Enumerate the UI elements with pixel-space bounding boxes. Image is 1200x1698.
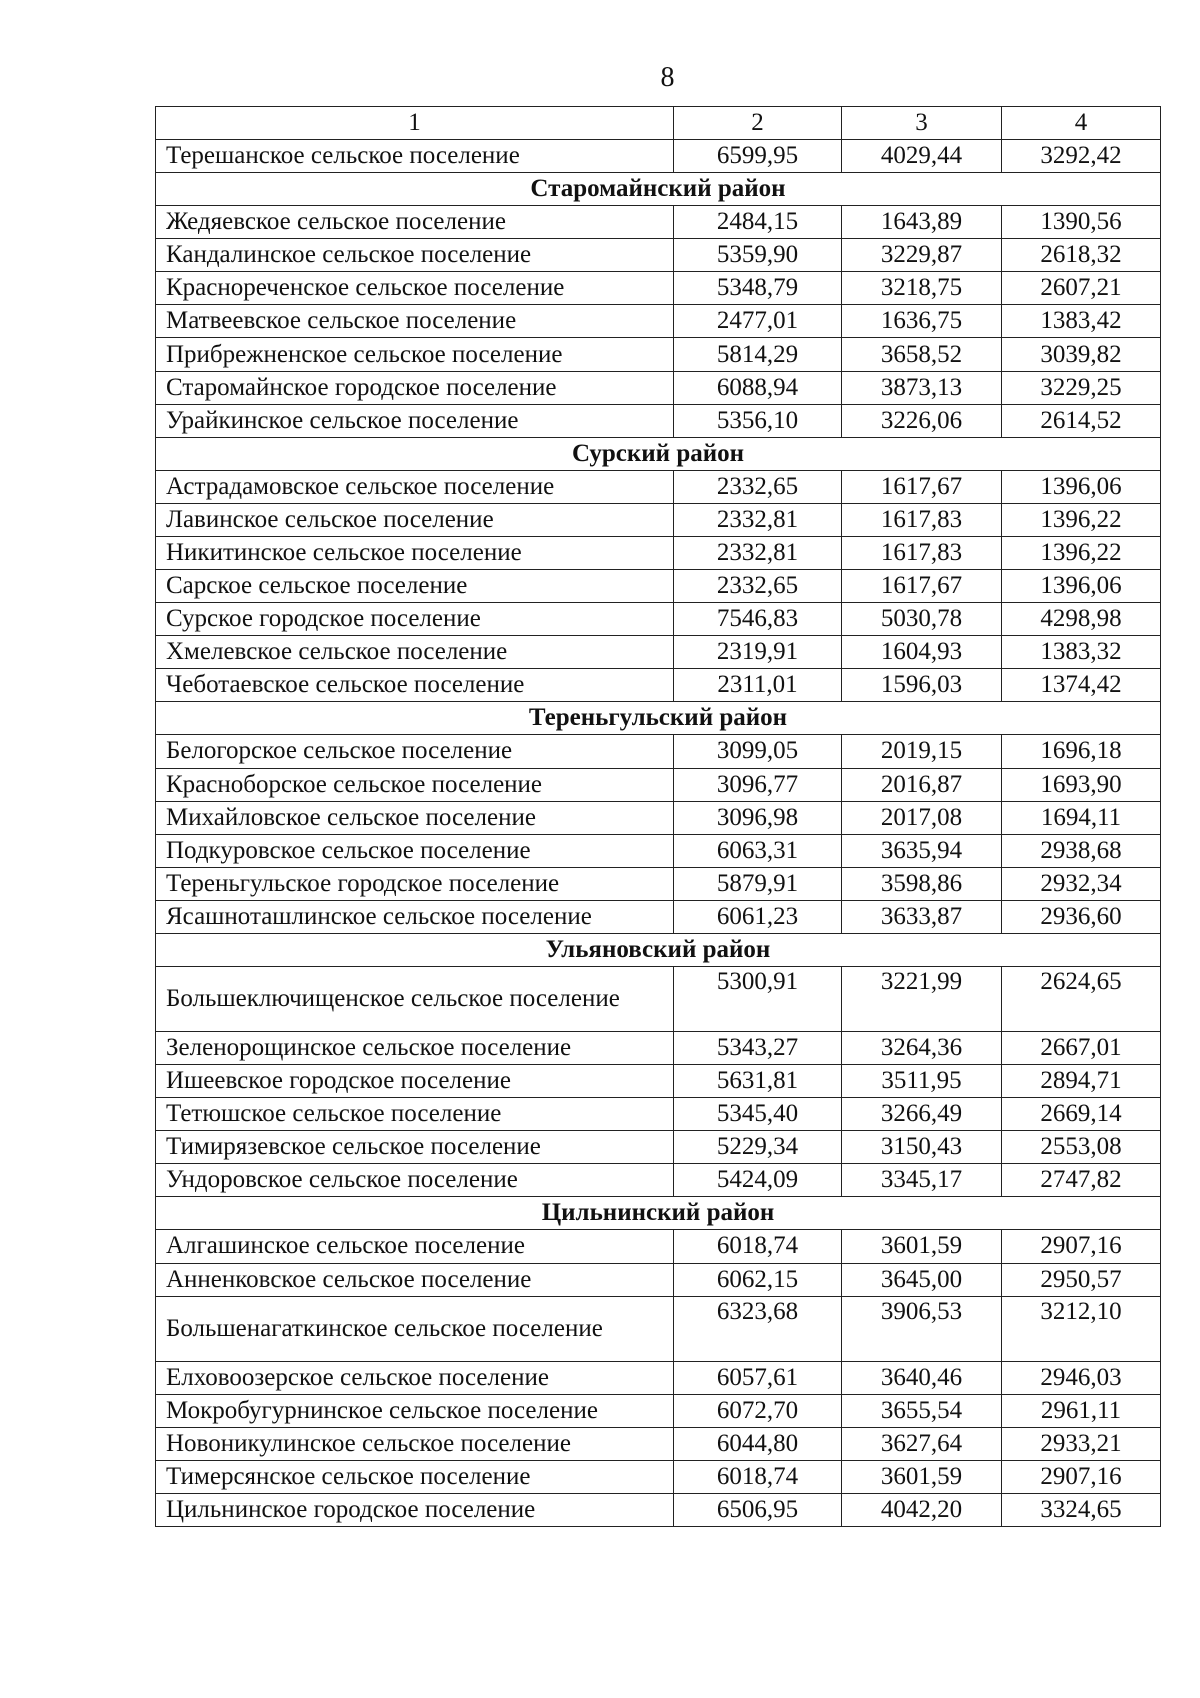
settlement-name: Хмелевское сельское поселение xyxy=(156,636,674,669)
settlement-name: Михайловское сельское поселение xyxy=(156,801,674,834)
value-column-2: 7546,83 xyxy=(674,603,842,636)
value-column-2: 6599,95 xyxy=(674,140,842,173)
value-column-3: 3229,87 xyxy=(842,239,1002,272)
value-column-3: 1617,83 xyxy=(842,503,1002,536)
value-column-3: 3873,13 xyxy=(842,371,1002,404)
table-row xyxy=(156,1494,1161,1527)
value-column-4: 2936,60 xyxy=(1002,900,1161,933)
table-row xyxy=(156,1164,1161,1197)
table-body xyxy=(156,107,1161,1527)
value-column-2: 6088,94 xyxy=(674,371,842,404)
table-row xyxy=(156,603,1161,636)
settlement-name: Ишеевское городское поселение xyxy=(156,1065,674,1098)
value-column-2: 5356,10 xyxy=(674,404,842,437)
table-row xyxy=(156,768,1161,801)
table-row xyxy=(156,966,1161,1031)
value-column-2: 3096,98 xyxy=(674,801,842,834)
table-row xyxy=(156,1427,1161,1460)
value-column-4: 1396,06 xyxy=(1002,570,1161,603)
value-column-2: 2477,01 xyxy=(674,305,842,338)
table-row xyxy=(156,338,1161,371)
table-row xyxy=(156,272,1161,305)
settlement-name: Матвеевское сельское поселение xyxy=(156,305,674,338)
value-column-3: 1643,89 xyxy=(842,206,1002,239)
value-column-4: 3039,82 xyxy=(1002,338,1161,371)
value-column-4: 1396,06 xyxy=(1002,470,1161,503)
value-column-3: 4029,44 xyxy=(842,140,1002,173)
value-column-4: 1693,90 xyxy=(1002,768,1161,801)
value-column-4: 2933,21 xyxy=(1002,1427,1161,1460)
settlement-name: Урайкинское сельское поселение xyxy=(156,404,674,437)
table-row xyxy=(156,1230,1161,1263)
value-column-4: 2907,16 xyxy=(1002,1230,1161,1263)
settlement-name: Прибрежненское сельское поселение xyxy=(156,338,674,371)
value-column-2: 2332,65 xyxy=(674,570,842,603)
settlement-name: Большеключищенское сельское поселение xyxy=(156,966,674,1031)
settlement-name: Астрадамовское сельское поселение xyxy=(156,470,674,503)
settlement-name: Тереньгульское городское поселение xyxy=(156,867,674,900)
value-column-2: 6072,70 xyxy=(674,1394,842,1427)
table-row xyxy=(156,1031,1161,1064)
table-row xyxy=(156,867,1161,900)
value-column-2: 2332,81 xyxy=(674,503,842,536)
value-column-3: 4042,20 xyxy=(842,1494,1002,1527)
table-row xyxy=(156,404,1161,437)
settlement-name: Елховоозерское сельское поселение xyxy=(156,1361,674,1394)
table-row xyxy=(156,239,1161,272)
value-column-2: 6063,31 xyxy=(674,834,842,867)
settlement-name: Подкуровское сельское поселение xyxy=(156,834,674,867)
value-column-4: 1374,42 xyxy=(1002,669,1161,702)
table-row xyxy=(156,834,1161,867)
value-column-4: 2669,14 xyxy=(1002,1098,1161,1131)
district-title: Старомайнский район xyxy=(156,173,1161,206)
settlement-name: Старомайнское городское поселение xyxy=(156,371,674,404)
value-column-3: 3906,53 xyxy=(842,1296,1002,1361)
settlement-name: Анненковское сельское поселение xyxy=(156,1263,674,1296)
value-column-2: 6061,23 xyxy=(674,900,842,933)
value-column-3: 3598,86 xyxy=(842,867,1002,900)
value-column-2: 5345,40 xyxy=(674,1098,842,1131)
settlement-name: Тетюшское сельское поселение xyxy=(156,1098,674,1131)
value-column-2: 5879,91 xyxy=(674,867,842,900)
value-column-4: 2618,32 xyxy=(1002,239,1161,272)
value-column-3: 3640,46 xyxy=(842,1361,1002,1394)
value-column-4: 3292,42 xyxy=(1002,140,1161,173)
table-row xyxy=(156,669,1161,702)
value-column-2: 2319,91 xyxy=(674,636,842,669)
settlement-name: Ундоровское сельское поселение xyxy=(156,1164,674,1197)
value-column-2: 6018,74 xyxy=(674,1230,842,1263)
value-column-3: 3601,59 xyxy=(842,1230,1002,1263)
district-header-row xyxy=(156,437,1161,470)
settlement-name: Терешанское сельское поселение xyxy=(156,140,674,173)
settlement-name: Зеленорощинское сельское поселение xyxy=(156,1031,674,1064)
settlement-name: Красноборское сельское поселение xyxy=(156,768,674,801)
value-column-4: 2894,71 xyxy=(1002,1065,1161,1098)
district-title: Сурский район xyxy=(156,437,1161,470)
header-row xyxy=(156,107,1161,140)
value-column-3: 3226,06 xyxy=(842,404,1002,437)
value-column-3: 3601,59 xyxy=(842,1460,1002,1493)
value-column-3: 3655,54 xyxy=(842,1394,1002,1427)
settlement-name: Ясашноташлинское сельское поселение xyxy=(156,900,674,933)
value-column-2: 3096,77 xyxy=(674,768,842,801)
data-table xyxy=(155,106,1161,1527)
value-column-2: 5343,27 xyxy=(674,1031,842,1064)
value-column-3: 2017,08 xyxy=(842,801,1002,834)
value-column-3: 3221,99 xyxy=(842,966,1002,1031)
settlement-name: Сарское сельское поселение xyxy=(156,570,674,603)
value-column-3: 3264,36 xyxy=(842,1031,1002,1064)
value-column-3: 3658,52 xyxy=(842,338,1002,371)
value-column-4: 2961,11 xyxy=(1002,1394,1161,1427)
value-column-4: 3212,10 xyxy=(1002,1296,1161,1361)
value-column-4: 1696,18 xyxy=(1002,735,1161,768)
settlement-name: Цильнинское городское поселение xyxy=(156,1494,674,1527)
table-row xyxy=(156,206,1161,239)
table-row xyxy=(156,1065,1161,1098)
settlement-name: Алгашинское сельское поселение xyxy=(156,1230,674,1263)
value-column-4: 1396,22 xyxy=(1002,536,1161,569)
value-column-4: 1383,42 xyxy=(1002,305,1161,338)
value-column-4: 2907,16 xyxy=(1002,1460,1161,1493)
district-title: Цильнинский район xyxy=(156,1197,1161,1230)
value-column-2: 6323,68 xyxy=(674,1296,842,1361)
value-column-2: 6062,15 xyxy=(674,1263,842,1296)
value-column-3: 3150,43 xyxy=(842,1131,1002,1164)
settlement-name: Краснореченское сельское поселение xyxy=(156,272,674,305)
value-column-2: 5424,09 xyxy=(674,1164,842,1197)
value-column-4: 1383,32 xyxy=(1002,636,1161,669)
value-column-2: 2484,15 xyxy=(674,206,842,239)
value-column-3: 1617,67 xyxy=(842,570,1002,603)
value-column-4: 2624,65 xyxy=(1002,966,1161,1031)
table-row xyxy=(156,801,1161,834)
value-column-3: 1617,83 xyxy=(842,536,1002,569)
table-row xyxy=(156,1098,1161,1131)
table-row xyxy=(156,636,1161,669)
value-column-4: 2553,08 xyxy=(1002,1131,1161,1164)
district-title: Тереньгульский район xyxy=(156,702,1161,735)
district-title: Ульяновский район xyxy=(156,933,1161,966)
value-column-2: 5814,29 xyxy=(674,338,842,371)
value-column-2: 6044,80 xyxy=(674,1427,842,1460)
settlement-name: Тимерсянское сельское поселение xyxy=(156,1460,674,1493)
settlement-name: Кандалинское сельское поселение xyxy=(156,239,674,272)
settlement-name: Сурское городское поселение xyxy=(156,603,674,636)
column-header-3: 3 xyxy=(842,107,1002,140)
table-row xyxy=(156,900,1161,933)
value-column-2: 5300,91 xyxy=(674,966,842,1031)
district-header-row xyxy=(156,1197,1161,1230)
value-column-2: 6506,95 xyxy=(674,1494,842,1527)
value-column-3: 2016,87 xyxy=(842,768,1002,801)
value-column-2: 6057,61 xyxy=(674,1361,842,1394)
table-row xyxy=(156,371,1161,404)
table-row xyxy=(156,470,1161,503)
table-row xyxy=(156,1263,1161,1296)
value-column-4: 1694,11 xyxy=(1002,801,1161,834)
district-header-row xyxy=(156,933,1161,966)
value-column-4: 2607,21 xyxy=(1002,272,1161,305)
value-column-4: 1390,56 xyxy=(1002,206,1161,239)
value-column-3: 3633,87 xyxy=(842,900,1002,933)
value-column-2: 5229,34 xyxy=(674,1131,842,1164)
value-column-3: 1617,67 xyxy=(842,470,1002,503)
value-column-3: 3645,00 xyxy=(842,1263,1002,1296)
value-column-3: 3627,64 xyxy=(842,1427,1002,1460)
table-row xyxy=(156,570,1161,603)
value-column-4: 2614,52 xyxy=(1002,404,1161,437)
table-row xyxy=(156,1460,1161,1493)
value-column-3: 1596,03 xyxy=(842,669,1002,702)
district-header-row xyxy=(156,702,1161,735)
settlement-name: Жедяевское сельское поселение xyxy=(156,206,674,239)
value-column-3: 3218,75 xyxy=(842,272,1002,305)
value-column-3: 1636,75 xyxy=(842,305,1002,338)
value-column-4: 2950,57 xyxy=(1002,1263,1161,1296)
table-row xyxy=(156,735,1161,768)
value-column-2: 3099,05 xyxy=(674,735,842,768)
value-column-3: 2019,15 xyxy=(842,735,1002,768)
settlement-name: Лавинское сельское поселение xyxy=(156,503,674,536)
settlement-name: Чеботаевское сельское поселение xyxy=(156,669,674,702)
value-column-4: 1396,22 xyxy=(1002,503,1161,536)
value-column-3: 1604,93 xyxy=(842,636,1002,669)
value-column-2: 2332,65 xyxy=(674,470,842,503)
value-column-2: 2311,01 xyxy=(674,669,842,702)
settlement-name: Большенагаткинское сельское поселение xyxy=(156,1296,674,1361)
value-column-4: 2667,01 xyxy=(1002,1031,1161,1064)
table-row xyxy=(156,1296,1161,1361)
page-number: 8 xyxy=(660,62,675,93)
value-column-3: 3266,49 xyxy=(842,1098,1002,1131)
value-column-4: 4298,98 xyxy=(1002,603,1161,636)
value-column-4: 3324,65 xyxy=(1002,1494,1161,1527)
table-row xyxy=(156,1394,1161,1427)
district-header-row xyxy=(156,173,1161,206)
value-column-3: 3635,94 xyxy=(842,834,1002,867)
table-row xyxy=(156,1131,1161,1164)
column-header-2: 2 xyxy=(674,107,842,140)
value-column-4: 2932,34 xyxy=(1002,867,1161,900)
value-column-2: 5359,90 xyxy=(674,239,842,272)
table-row xyxy=(156,503,1161,536)
table-row xyxy=(156,305,1161,338)
settlement-name: Белогорское сельское поселение xyxy=(156,735,674,768)
table-row xyxy=(156,140,1161,173)
value-column-3: 3511,95 xyxy=(842,1065,1002,1098)
value-column-4: 2747,82 xyxy=(1002,1164,1161,1197)
value-column-2: 5631,81 xyxy=(674,1065,842,1098)
value-column-2: 5348,79 xyxy=(674,272,842,305)
value-column-2: 6018,74 xyxy=(674,1460,842,1493)
settlement-name: Никитинское сельское поселение xyxy=(156,536,674,569)
settlement-name: Мокробугурнинское сельское поселение xyxy=(156,1394,674,1427)
value-column-4: 2946,03 xyxy=(1002,1361,1161,1394)
column-header-1: 1 xyxy=(156,107,674,140)
value-column-4: 2938,68 xyxy=(1002,834,1161,867)
value-column-3: 5030,78 xyxy=(842,603,1002,636)
value-column-4: 3229,25 xyxy=(1002,371,1161,404)
value-column-2: 2332,81 xyxy=(674,536,842,569)
value-column-3: 3345,17 xyxy=(842,1164,1002,1197)
settlement-name: Новоникулинское сельское поселение xyxy=(156,1427,674,1460)
table-row xyxy=(156,536,1161,569)
table-row xyxy=(156,1361,1161,1394)
settlement-name: Тимирязевское сельское поселение xyxy=(156,1131,674,1164)
column-header-4: 4 xyxy=(1002,107,1161,140)
